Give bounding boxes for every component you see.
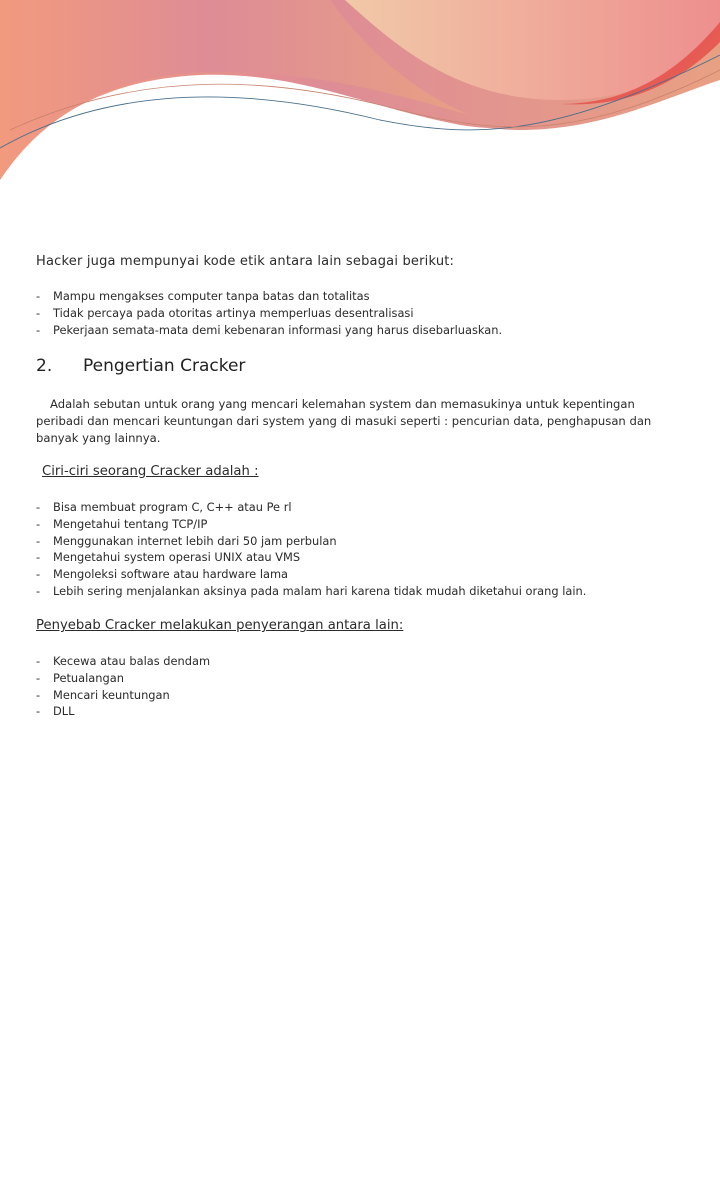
list-item [36,703,696,720]
list-item-text: DLL [53,704,75,719]
definition-paragraph: Adalah sebutan untuk orang yang mencari kelemahan system dan memasukinya untuk kepentingan peribadi dan mencari keuntungan dari system yang di masuki seperti : pencurian data, penghapusan dan banyak yang lainnya. [36,397,652,445]
list-item-text: Mampu mengakses computer tanpa batas dan totalitas [53,289,370,303]
bullet-dash: - [36,322,41,337]
bullet-dash: - [36,704,41,719]
penyebab-list [36,653,696,720]
bullet-dash: - [36,289,41,303]
list-item-text: Tidak percaya pada otoritas artinya memperluas desentralisasi [53,305,414,320]
bullet-dash: - [36,687,41,702]
section-number: 2. [36,356,53,376]
bullet-dash: - [36,654,41,668]
list-item [36,583,696,600]
list-item-text: Mengetahui system operasi UNIX atau VMS [53,550,301,565]
list-item [36,516,696,533]
penyebab-heading: Penyebab Cracker melakukan penyerangan antara lain: [36,618,404,633]
bullet-dash: - [36,583,41,598]
bullet-dash: - [36,500,41,514]
header-wave-decoration [0,0,720,200]
list-item-text: Menggunakan internet lebih dari 50 jam perbulan [53,533,337,548]
list-item-text: Mengoleksi software atau hardware lama [53,567,289,582]
bullet-dash: - [36,305,41,320]
list-item [36,499,696,516]
bullet-dash: - [36,516,41,531]
list-item [36,288,696,305]
list-item [36,566,696,583]
list-item-text: Kecewa atau balas dendam [53,654,211,668]
kode-etik-list [36,288,696,338]
list-item-text: Petualangan [53,670,124,685]
list-item-text: Pekerjaan semata-mata demi kebenaran informasi yang harus disebarluaskan. [53,322,503,337]
section-heading [36,356,245,376]
bullet-dash: - [36,670,41,685]
list-item [36,653,696,670]
intro-text: Hacker juga mempunyai kode etik antara lain sebagai berikut: [36,254,455,269]
list-item-text: Lebih sering menjalankan aksinya pada malam hari karena tidak mudah diketahui orang lain. [53,583,587,598]
list-item [36,305,696,322]
ciri-list [36,499,696,600]
bullet-dash: - [36,533,41,548]
list-item-text: Mengetahui tentang TCP/IP [53,516,208,531]
list-item-text: Bisa membuat program C, C++ atau Pe rl [53,500,292,514]
bullet-dash: - [36,567,41,582]
ciri-heading: Ciri-ciri seorang Cracker adalah : [42,464,259,479]
list-item [36,670,696,687]
list-item [36,687,696,704]
bullet-dash: - [36,550,41,565]
list-item [36,533,696,550]
list-item-text: Mencari keuntungan [53,687,170,702]
list-item [36,322,696,339]
section-title: Pengertian Cracker [83,356,246,376]
list-item [36,549,696,566]
